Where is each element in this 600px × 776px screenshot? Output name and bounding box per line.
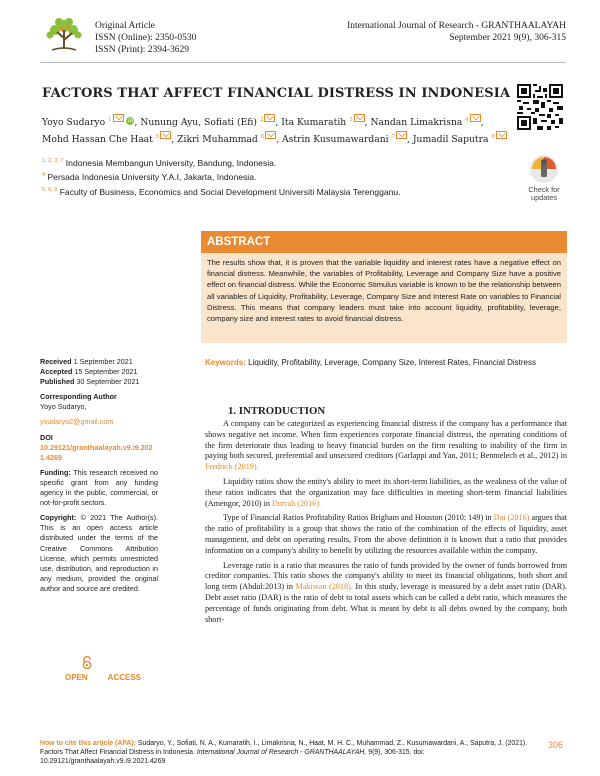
affiliation: $^4$ Persada Indonesia University Y.A.I, Jakarta, Indonesia. <box>42 172 257 183</box>
email-icon[interactable] <box>496 131 507 139</box>
cite-label: How to cite this article (APA): <box>40 740 136 747</box>
cite-text: Sudaryo, Y., Sofiati, N. A., Kumaratih, I., Limakrisna, N., Haat, M. H. C., Muhammad, Z., Kusumawardani, A., Saputra, J. (2021). Factors That Affect Financial Distress in Indonesia. <box>40 740 528 756</box>
affiliation: $^{1, 2, 3, 7}$ Indonesia Membangun University, Bandung, Indonesia. <box>42 157 277 168</box>
doi-link[interactable]: 10.29121/granthaalayah.v9.i9.2021.4269 <box>40 442 153 462</box>
author[interactable]: Yoyo Sudaryo $^1$ iD, <box>42 117 137 128</box>
orcid-icon[interactable]: iD <box>127 118 134 125</box>
article-type: Original Article <box>95 21 155 31</box>
open-access-badge: OPEN ACCESS <box>65 673 142 682</box>
author[interactable]: Zikri Muhammad $^6$ , <box>177 134 279 145</box>
check-for-updates-icon[interactable] <box>526 154 562 186</box>
abstract-heading: ABSTRACT <box>201 231 567 253</box>
author-list <box>42 113 512 147</box>
abstract-text: The results show that, it is proven that the variable liquidity and interest rates have a negative effect on financial distress. Meanwhile, the variables of Profitability, Leverage and Company Size have a positive effect on financial distress. While the Economic Stimulus variable is known to be the relationship between all variables of Liquidity, Profitability, Leverage, Company Size and Interest Rate on variables to Financial Distress. This means that company leaders must take into account liquidity, profitability, leverage, company size and interest rates to avoid financial distress. <box>201 253 567 343</box>
open-access-lock-icon <box>82 656 92 669</box>
affiliations <box>42 155 401 198</box>
paragraph: Type of Financial Ratios Profitability Ratios Brigham and Houston (2010: 149) in Dai (2016) argues that the ratio of profitability is a group that shows the ratio of the combination of the effects of liquidity, asset management, and debt on operating results, From the above definition it is known that a ratio that provides information on a company's ability to benefit by utilizing the resources available within the company. <box>205 513 568 555</box>
keywords <box>205 357 565 369</box>
doi-label: DOI <box>40 432 53 442</box>
author[interactable]: Ita Kumaratih $^3$ , <box>281 117 367 128</box>
email-icon[interactable] <box>265 131 276 139</box>
author[interactable]: Nandan Limakrisna $^4$ , <box>370 117 483 128</box>
cite-journal: International Journal of Research - GRANTHAALAYAH, <box>196 748 367 756</box>
email-icon[interactable] <box>354 114 365 122</box>
corresponding-author-email[interactable]: ysudaryo2@gmail.com <box>40 417 114 427</box>
journal-logo <box>42 16 86 56</box>
email-icon[interactable] <box>264 114 275 122</box>
header-left <box>95 20 196 56</box>
funding: Funding: This research received no specific grant from any funding agency in the public, commercial, or not-for-profit sectors. <box>40 467 158 508</box>
affiliation: $^{5, 6, 8}$ Faculty of Business, Economics and Social Development Universiti Malaysia Terengganu. <box>42 186 401 197</box>
email-icon[interactable] <box>113 114 124 122</box>
qr-code-icon[interactable] <box>517 84 563 130</box>
citation-link[interactable]: Dai (2016) <box>493 513 530 523</box>
email-icon[interactable] <box>396 131 407 139</box>
header-right <box>347 20 566 44</box>
paragraph: A company can be categorized as experiencing financial distress if the company has a performance that shows negative net income. When firm experiences corporate financial distress, the operating conditions of the firm deteriorate thus leading to heavy financial burden on the firm resulting to inability of the firm in paying both secured, preferential and unsecured creditors (Garlappi and Yan, 2011; Benmelech et al., 2012) in Fredrick (2019). <box>205 419 567 472</box>
citation-link[interactable]: Makiwan (2018). <box>295 582 353 592</box>
article-title: FACTORS THAT AFFECT FINANCIAL DISTRESS IN INDONESIA <box>42 86 511 101</box>
article-info-sidebar <box>40 357 158 594</box>
author[interactable]: Nunung Ayu, Sofiati (Efi) $^2$ , <box>140 117 278 128</box>
email-icon[interactable] <box>470 114 481 122</box>
issn-online: ISSN (Online): 2350-0530 <box>95 33 197 43</box>
corresponding-author-heading: Corresponding Author <box>40 392 117 402</box>
introduction-body <box>205 419 567 629</box>
citation-link[interactable]: Fredrick (2019). <box>205 462 259 472</box>
author[interactable]: Jumadil Saputra $^8$ <box>413 134 507 145</box>
paragraph: Leverage ratio is a ratio that measures the ratio of funds provided by the owner of funds borrowed from creditor companies. This ratio shows the company's ability to meet its financial obligations, both short and long term (Abdul:2013) in Makiwan (2018). In this study, leverage is measured by a debt asset ratio (DAR). Debt asset ratio (DAR) is the ratio of debt to total assets which can be called a debt ratio, which measures the percentage of funds originating from debt. What is meant by debt is all debts owned by the company, both short- <box>205 560 568 624</box>
cite-tail: 9(9), 306-315. doi: 10.29121/granthaalayah.v9.i9.2021.4269 <box>40 748 425 765</box>
issue-info: September 2021 9(9), 306-315 <box>449 33 566 43</box>
corresponding-author-name: Yoyo Sudaryo, <box>40 402 87 412</box>
issn-print: ISSN (Print): 2394-3629 <box>95 45 189 55</box>
copyright: Copyright: © 2021 The Author(s). This is an open access article distributed under the terms of the Creative Commons Attribution License, which permits unrestricted use, distribution, and reproduction in any medium, provided the original author and source are credited. <box>40 513 158 593</box>
header-divider <box>40 62 566 63</box>
section-heading-introduction: 1. INTRODUCTION <box>228 405 326 417</box>
accepted-date: Accepted 15 September 2021 <box>40 367 138 377</box>
keywords-text: Liquidity, Profitability, Leverage, Company Size, Interest Rates, Financial Distress <box>248 358 536 367</box>
page-number: 306 <box>548 740 564 750</box>
received-date: Received 1 September 2021 <box>40 357 133 366</box>
paragraph: Liquidity ratios show the entity's ability to meet its short-term liabilities, as the weakness of the value of these ratios indicates that the organization may face difficulties in meeting short-term financial liabilities (Amengor, 2010) in Durrah (2016). <box>205 476 567 508</box>
published-date: Published 30 September 2021 <box>40 377 140 387</box>
citation-footer <box>40 740 540 766</box>
keywords-label: Keywords: <box>205 358 246 367</box>
journal-name: International Journal of Research - GRANTHAALAYAH <box>347 21 566 31</box>
citation-link[interactable]: Durrah (2016). <box>271 498 322 508</box>
author[interactable]: Mohd Hassan Che Haat $^5$ , <box>42 134 174 145</box>
author[interactable]: Astrin Kusumawardani $^7$ , <box>282 134 410 145</box>
check-for-updates-label[interactable]: Check for updates <box>528 185 560 202</box>
email-icon[interactable] <box>160 131 171 139</box>
